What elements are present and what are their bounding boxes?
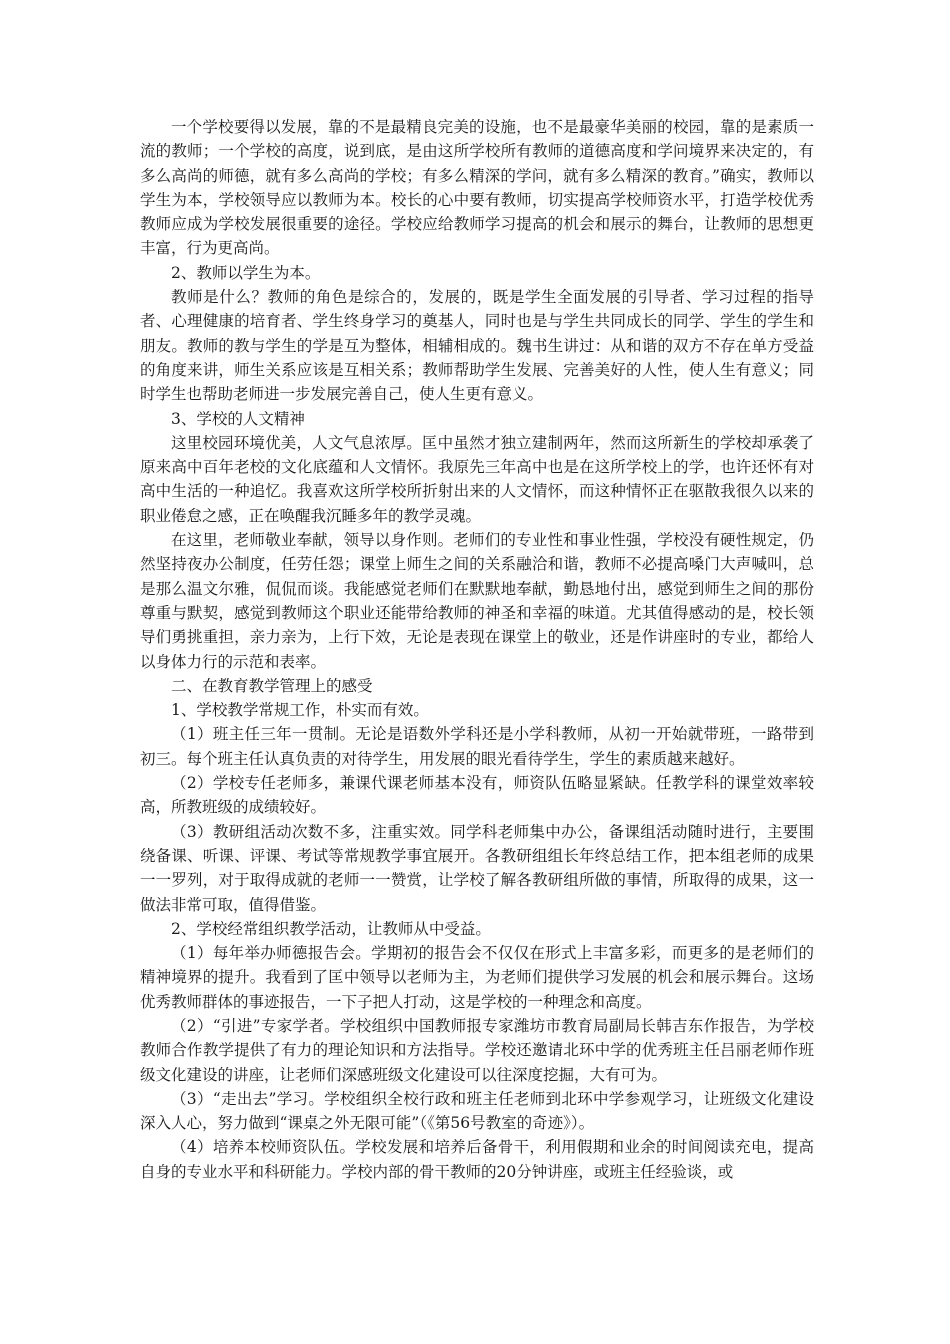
paragraph-item-research-group: （3）教研组活动次数不多，注重实效。同学科老师集中办公，备课组活动随时进行，主要围绕备课、听课、评课、考试等常规教学事宜展开。各教研组组长年终总结工作，把本组老师的成果一一罗列，对于取得成就的老师一一赞赏，让学校了解各教研组所做的事情，所取得的成果，这一做法非常可取，值得借鉴。: [140, 822, 814, 914]
section-heading-routine-work: 1、学校教学常规工作，朴实而有效。: [171, 701, 429, 720]
section-heading-teacher-student: 2、教师以学生为本。: [171, 263, 321, 282]
paragraph-item-ethics-report: （1）每年举办师德报告会。学期初的报告会不仅仅在形式上丰富多彩，而更多的是老师们的精神境界的提升。我看到了匡中领导以老师为主，为老师们提供学习发展的机会和展示舞台。这场优秀教师群体的事迹报告，一下子把人打动，这是学校的一种理念和高度。: [140, 944, 814, 1011]
paragraph-dedication: 在这里，老师敬业奉献，领导以身作则。老师们的专业性和事业性强，学校没有硬性规定，仍然坚持夜办公制度，任劳任怨；课堂上师生之间的关系融洽和谐，教师不必提高嗓门大声喊叫，总是那么温文尔雅，侃侃而谈。我能感觉老师们在默默地奉献，勤恳地付出，感觉到师生之间的那份尊重与默契，感觉到教师这个职业还能带给教师的神圣和幸福的味道。尤其值得感动的是，校长领导们勇挑重担，亲力亲为，上行下效，无论是表现在课堂上的敬业，还是作讲座时的专业，都给人以身体力行的示范和表率。: [140, 531, 814, 671]
section-heading-humanistic-spirit: 3、学校的人文精神: [171, 409, 305, 428]
paragraph-intro: 一个学校要得以发展，靠的不是最精良完美的设施，也不是最豪华美丽的校园，靠的是素质一流的教师；一个学校的高度，说到底，是由这所学校所有教师的道德高度和学问境界来决定的，有多么高尚的师德，就有多么高尚的学校；有多么精深的学问，就有多么精深的教育。”确实，教师以学生为本，学校领导应以教师为本。校长的心中要有教师，切实提高学校师资水平，打造学校优秀教师应成为学校发展很重要的途径。学校应给教师学习提高的机会和展示的舞台，让教师的思想更丰富，行为更高尚。: [140, 118, 814, 258]
paragraph-item-going-out: （3）“走出去”学习。学校组织全校行政和班主任老师到北环中学参观学习，让班级文化建设深入人心，努力做到“课桌之外无限可能”（《第56号教室的奇迹》）。: [140, 1089, 814, 1133]
paragraph-item-training: （4）培养本校师资队伍。学校发展和培养后备骨干，利用假期和业余的时间阅读充电，提高自身的专业水平和科研能力。学校内部的骨干教师的20分钟讲座，或班主任经验谈，或: [140, 1138, 814, 1181]
paragraph-item-staff: （2）学校专任老师多，兼课代课老师基本没有，师资队伍略显紧缺。任教学科的课堂效率较高，所教班级的成绩较好。: [140, 774, 814, 817]
paragraph-teacher-role: 教师是什么？教师的角色是综合的，发展的，既是学生全面发展的引导者、学习过程的指导者、心理健康的培育者、学生终身学习的奠基人，同时也是与学生共同成长的同学、学生的学生和朋友。教师的教与学生的学是互为整体，相辅相成的。魏书生讲过：从和谐的双方不存在单方受益的角度来讲，师生关系应该是互相关系；教师帮助学生发展、完善美好的人性，使人生有意义；同时学生也帮助老师进一步发展完善自己，使人生更有意义。: [140, 288, 814, 404]
section-heading-management: 二、在教育教学管理上的感受: [171, 676, 373, 695]
section-heading-activities: 2、学校经常组织教学活动，让教师从中受益。: [171, 919, 491, 938]
document-body: [140, 115, 814, 1184]
paragraph-item-experts: （2）“引进”专家学者。学校组织中国教师报专家潍坊市教育局副局长韩吉东作报告，为学校教师合作教学提供了有力的理论知识和方法指导。学校还邀请北环中学的优秀班主任吕丽老师作班级文化建设的讲座，让老师们深感班级文化建设可以往深度挖掘，大有可为。: [140, 1016, 814, 1084]
paragraph-item-homeroom: （1）班主任三年一贯制。无论是语数外学科还是小学科教师，从初一开始就带班，一路带到初三。每个班主任认真负责的对待学生，用发展的眼光看待学生，学生的素质越来越好。: [140, 725, 814, 768]
paragraph-campus-environment: 这里校园环境优美，人文气息浓厚。匡中虽然才独立建制两年，然而这所新生的学校却承袭了原来高中百年老校的文化底蕴和人文情怀。我原先三年高中也是在这所学校上的学，也许还怀有对高中生活的一种追忆。我喜欢这所学校所折射出来的人文情怀，而这种情怀正在驱散我很久以来的职业倦怠之感，正在唤醒我沉睡多年的教学灵魂。: [140, 433, 814, 525]
